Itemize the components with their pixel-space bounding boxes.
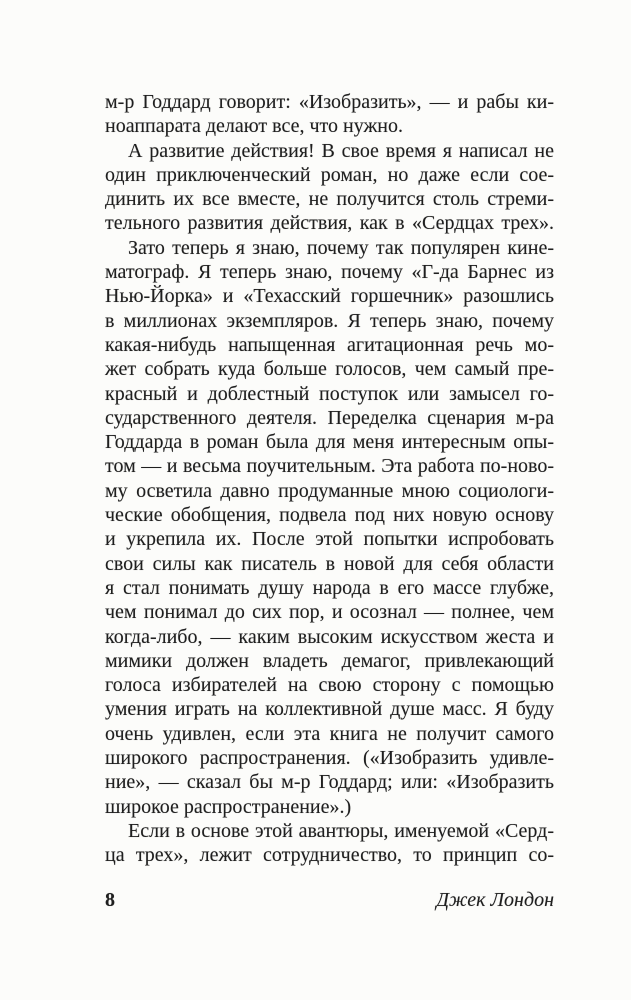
text-line: я стал понимать душу народа в его массе глубже, — [105, 576, 554, 599]
text-line: умения играть на коллективной душе масс. Я буду — [105, 698, 554, 721]
text-line: когда-либо, — каким высоким искусством жеста и — [105, 625, 554, 648]
text-line: ноаппарата делают все, что нужно. — [105, 115, 403, 138]
text-line: широкого распространения. («Изобразить удивле- — [105, 747, 554, 770]
text-line: динить их все вместе, не получится столь стреми- — [105, 188, 554, 211]
text-line: ца трех», лежит сотрудничество, то принцип со- — [105, 844, 554, 867]
text-line: один приключенческий роман, но даже если сое- — [105, 163, 554, 186]
page-footer — [105, 888, 554, 912]
page-number: 8 — [105, 889, 115, 911]
running-title-author: Джек Лондон — [436, 889, 554, 911]
text-line: Зато теперь я знаю, почему так популярен кине- — [128, 236, 554, 259]
text-line: Годдарда в роман была для меня интересным опы- — [105, 431, 554, 454]
text-line: мимики должен владеть демагог, привлекающий — [105, 649, 554, 672]
text-line: сударственного деятеля. Переделка сценария м-ра — [105, 406, 554, 429]
text-line: Если в основе этой авантюры, именуемой «Серд- — [128, 819, 554, 842]
text-line: А развитие действия! В свое время я написал не — [128, 139, 554, 162]
text-line: свои силы как писатель в новой для себя области — [105, 552, 554, 575]
text-line: очень удивлен, если эта книга не получит самого — [105, 722, 554, 745]
text-line: ческие обобщения, подвела под них новую основу — [105, 504, 554, 527]
text-line: тельного развития действия, как в «Сердцах трех». — [105, 212, 554, 235]
text-line: ние», — сказал бы м-р Годдард; или: «Изобразить — [105, 771, 554, 794]
text-line: широкое распространение».) — [105, 795, 352, 818]
text-line: Нью-Йорка» и «Техасский горшечник» разошлись — [105, 285, 554, 308]
text-line: голоса избирателей на свою сторону с помощью — [105, 674, 554, 697]
text-line: матограф. Я теперь знаю, почему «Г-да Барнес из — [105, 261, 554, 284]
text-line: чем понимал до сих пор, и осознал — полнее, чем — [105, 601, 554, 624]
text-line: в миллионах экземпляров. Я теперь знаю, почему — [105, 309, 554, 332]
text-line: красный и доблестный поступок или замысел го- — [105, 382, 554, 405]
text-line: жет собрать куда больше голосов, чем самый пре- — [105, 358, 554, 381]
text-line: какая-нибудь напыщенная агитационная речь мо- — [105, 333, 554, 356]
text-line: м-р Годдард говорит: «Изобразить», — и рабы ки- — [105, 91, 554, 113]
text-line: том — и весьма поучительным. Эта работа по-ново- — [105, 455, 554, 478]
body-text — [105, 90, 554, 868]
text-line: и укрепила их. После этой попытки испробовать — [105, 528, 554, 551]
text-line: му осветила давно продуманные мною социологи- — [105, 479, 554, 502]
